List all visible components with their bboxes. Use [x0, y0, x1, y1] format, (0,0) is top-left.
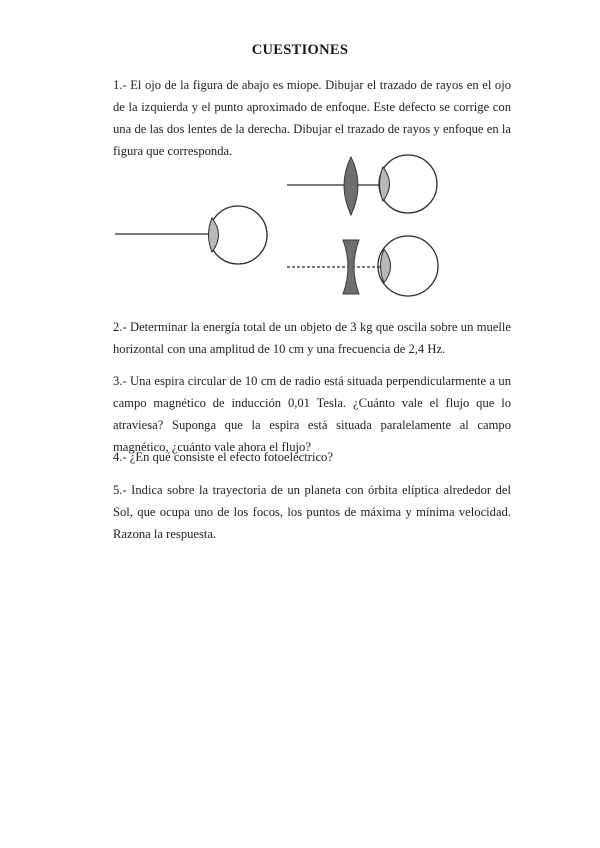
diverging-lens-eye-diagram [287, 236, 438, 296]
page-title: CUESTIONES [251, 42, 349, 58]
diverging-lens [343, 240, 359, 294]
crystalline-lens-bottom [381, 249, 391, 283]
crystalline-lens-left [209, 218, 219, 252]
question-2: 2.- Determinar la energía total de un objeto de 3 kg que oscila sobre un muelle horizontal con una amplitud de 10 cm y una frecuencia de 2,4 Hz. [113, 320, 511, 356]
crystalline-lens-top [380, 167, 390, 201]
question-3: 3.- Una espira circular de 10 cm de radio está situada perpendicularmente a un campo magnético de inducción 0,01 Tesla. ¿Cuánto vale el flujo que lo atraviesa? Suponga que la espira está situada paralelamente al campo magnético, ¿cuánto vale ahora el flujo? [113, 374, 511, 454]
myopic-eye-diagram [115, 206, 267, 264]
converging-lens-eye-diagram [287, 155, 437, 215]
converging-lens [344, 157, 358, 215]
question-5: 5.- Indica sobre la trayectoria de un planeta con órbita elíptica alrededor del Sol, que ocupa uno de los focos, los puntos de máxima y mínima velocidad. Razona la respuesta. [113, 483, 511, 541]
question-4: 4.- ¿En qué consiste el efecto fotoeléctrico? [113, 450, 333, 464]
question-1: 1.- El ojo de la figura de abajo es miope. Dibujar el trazado de rayos en el ojo de la izquierda y el punto aproximado de enfoque. Este defecto se corrige con una de las dos lentes de la derecha. Dibujar el trazado de rayos y enfoque en la figura que corresponda. [113, 78, 511, 158]
optics-figure [0, 150, 600, 310]
